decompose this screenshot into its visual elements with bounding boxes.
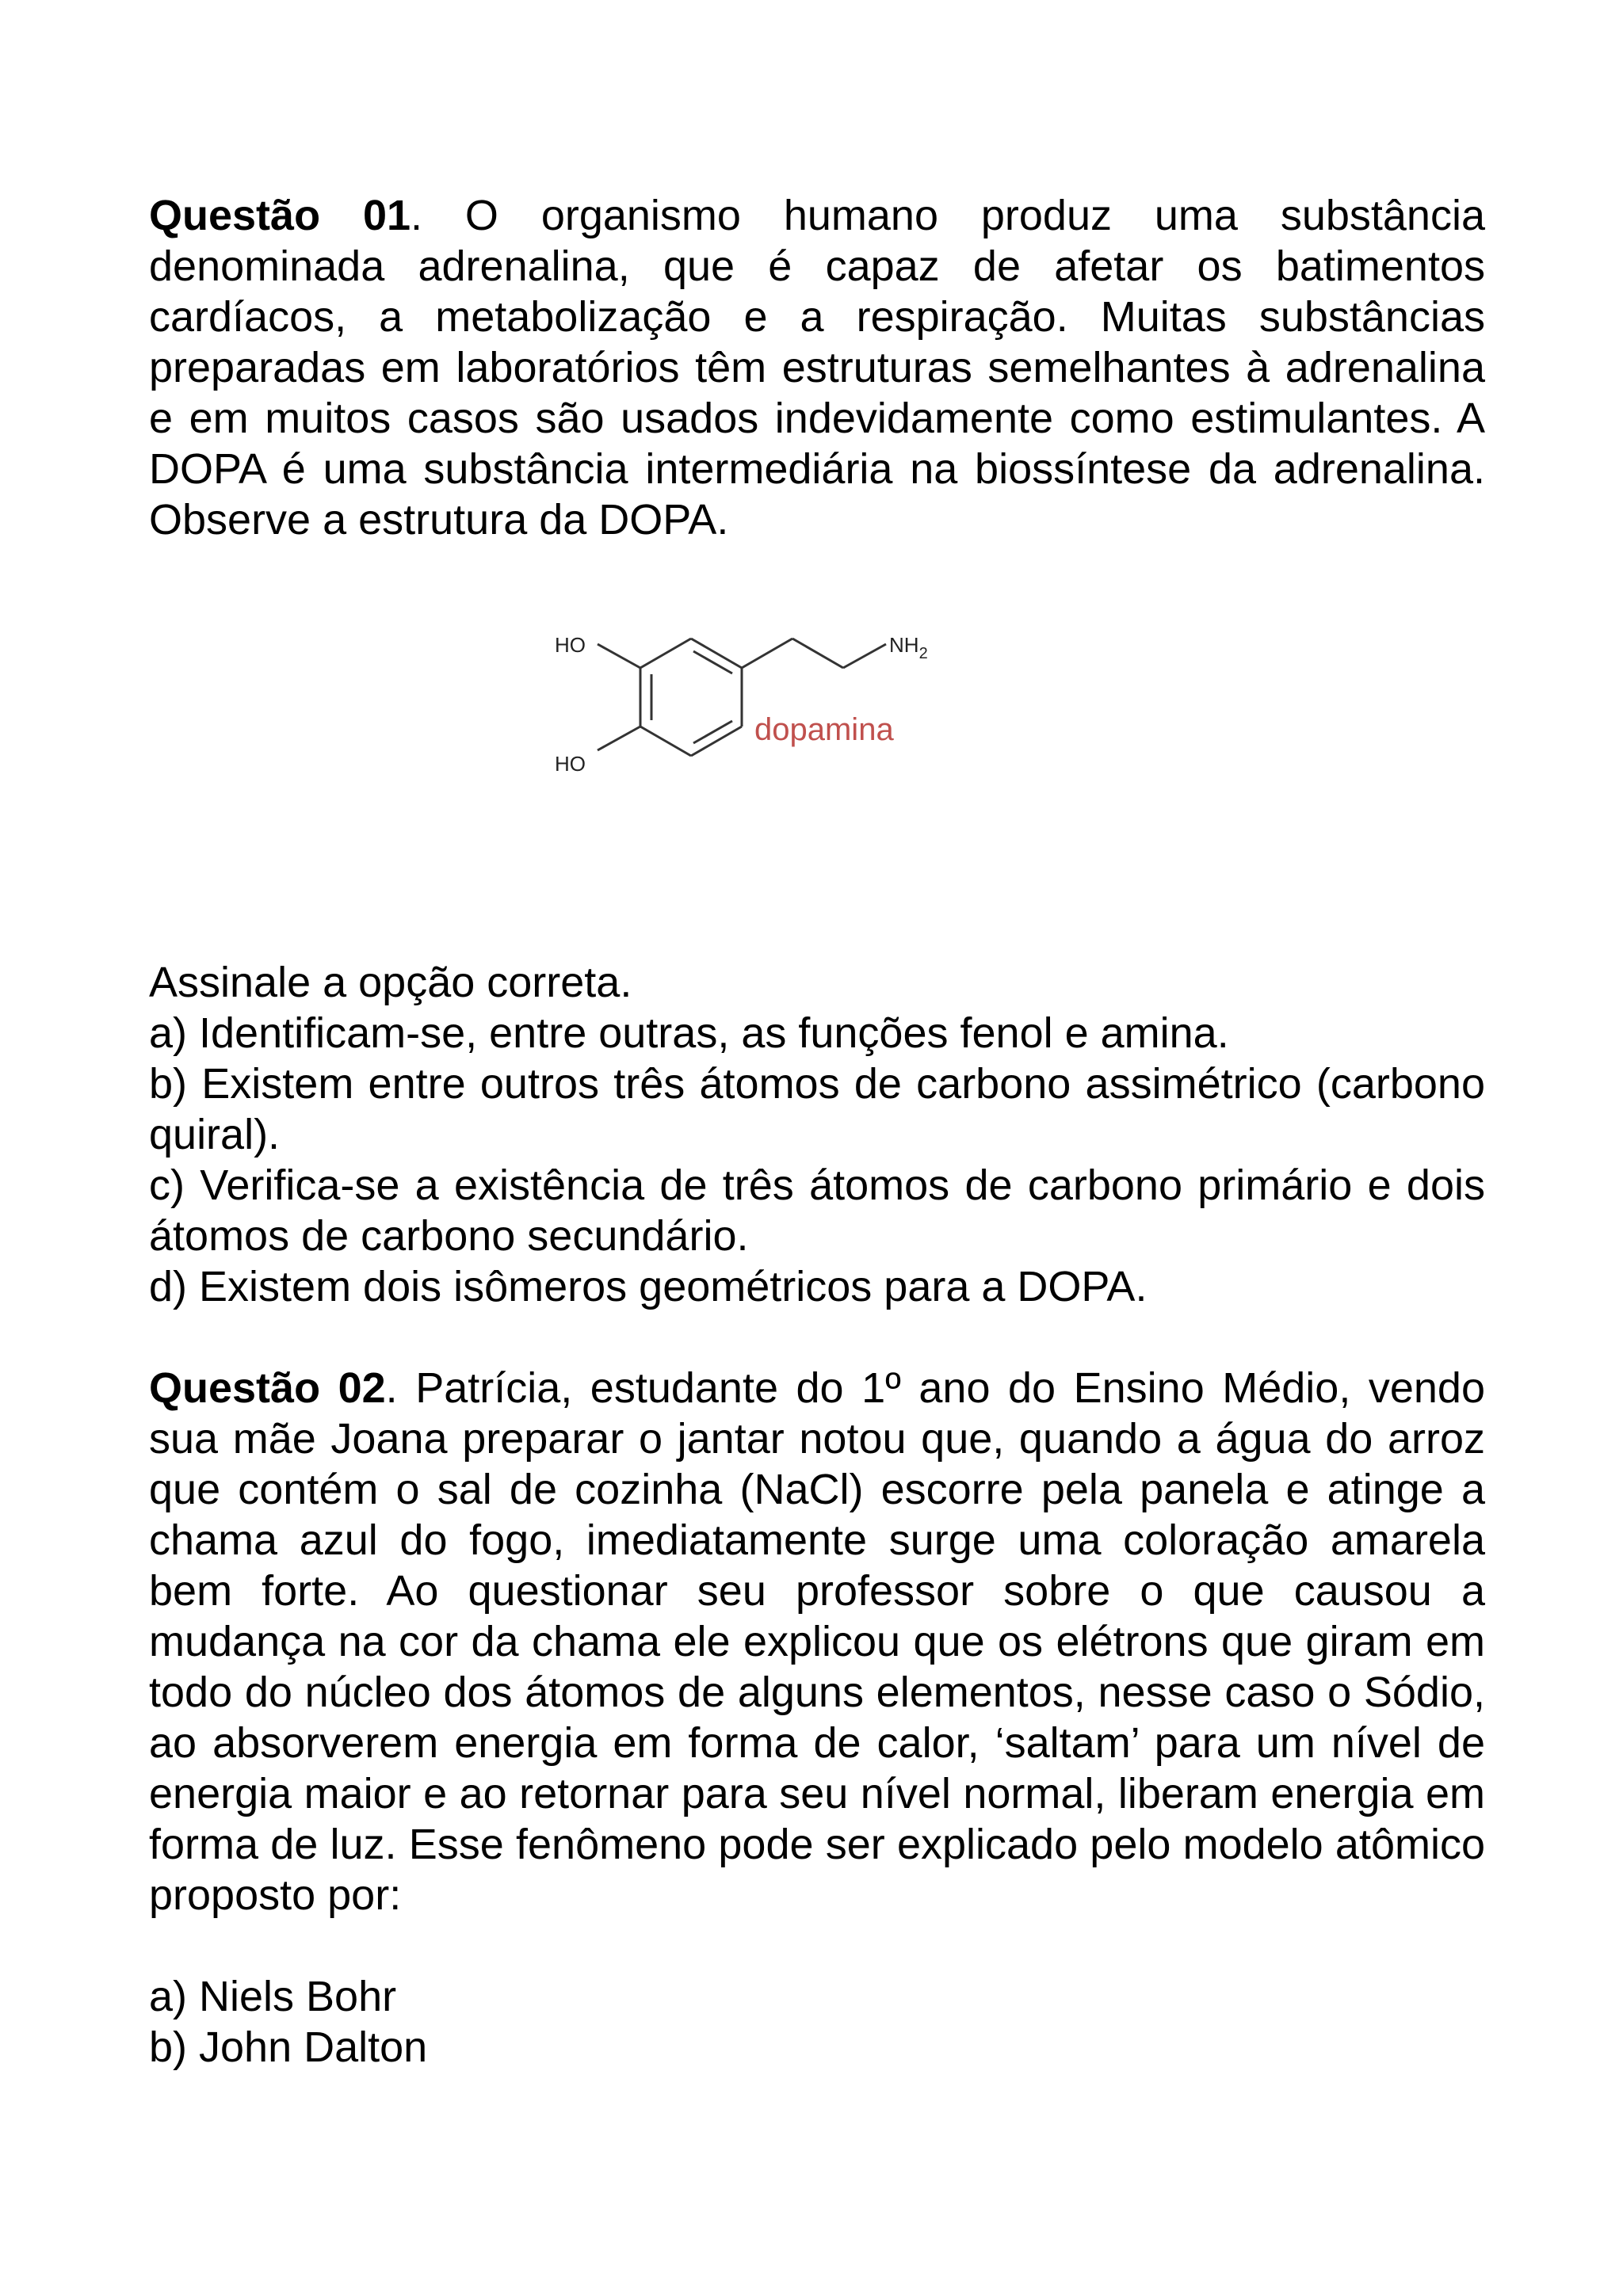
question-1-option-c: c) Verifica-se a existência de três átomos de carbono primário e dois átomos de carbono secundário.: [149, 1161, 1485, 1260]
question-1-prompt: Assinale a opção correta.: [149, 959, 632, 1006]
dopamine-structure-diagram: [548, 620, 1103, 890]
question-1-statement: [149, 190, 1485, 545]
dopamine-caption: dopamina: [754, 712, 894, 747]
question-2-text: . Patrícia, estudante do 1º ano do Ensino Médio, vendo sua mãe Joana preparar o jantar notou que, quando a água do arroz que contém o sal de cozinha (NaCl) escorre pela panela e atinge a chama azul do fogo, imediatamente surge uma coloração amarela bem forte. Ao questionar seu professor sobre o que causou a mudança na cor da chama ele explicou que os elétrons que giram em todo do núcleo dos átomos de alguns elementos, nesse caso o Sódio, ao absorverem energia em forma de calor, ‘saltam’ para um nível de energia maior e ao retornar para seu nível normal, liberam energia em forma de luz. Esse fenômeno pode ser explicado pelo modelo atômico proposto por:: [149, 1364, 1485, 1919]
hydroxyl-label-bottom: HO: [555, 752, 586, 776]
hydroxyl-label-top: HO: [555, 633, 586, 657]
amine-label-main: NH: [889, 633, 919, 657]
amine-label-subscript: 2: [918, 645, 928, 662]
question-1-option-d: d) Existem dois isômeros geométricos para a DOPA.: [149, 1263, 1148, 1310]
amine-label: [889, 633, 928, 662]
document-page: [149, 190, 1485, 2073]
spacer: [149, 1312, 1485, 1363]
spacer: [149, 1920, 1485, 1971]
question-2-label: Questão 02: [149, 1364, 386, 1412]
question-1-option-b: b) Existem entre outros três átomos de carbono assimétrico (carbono quiral).: [149, 1060, 1485, 1158]
dopamine-structure-figure: [149, 545, 1485, 957]
question-2-statement: [149, 1363, 1485, 1920]
question-1-label: Questão 01: [149, 192, 411, 239]
question-1-option-a: a) Identificam-se, entre outras, as funções fenol e amina.: [149, 1009, 1229, 1057]
question-1-text: . O organismo humano produz uma substância denominada adrenalina, que é capaz de afetar os batimentos cardíacos, a metabolização e a respiração. Muitas substâncias preparadas em laboratórios têm estruturas semelhantes à adrenalina e em muitos casos são usados indevidamente como estimulantes. A DOPA é uma substância intermediária na biossíntese da adrenalina. Observe a estrutura da DOPA.: [149, 192, 1485, 543]
question-2-option-b: b) John Dalton: [149, 2023, 428, 2071]
question-2-option-a: a) Niels Bohr: [149, 1973, 397, 2020]
